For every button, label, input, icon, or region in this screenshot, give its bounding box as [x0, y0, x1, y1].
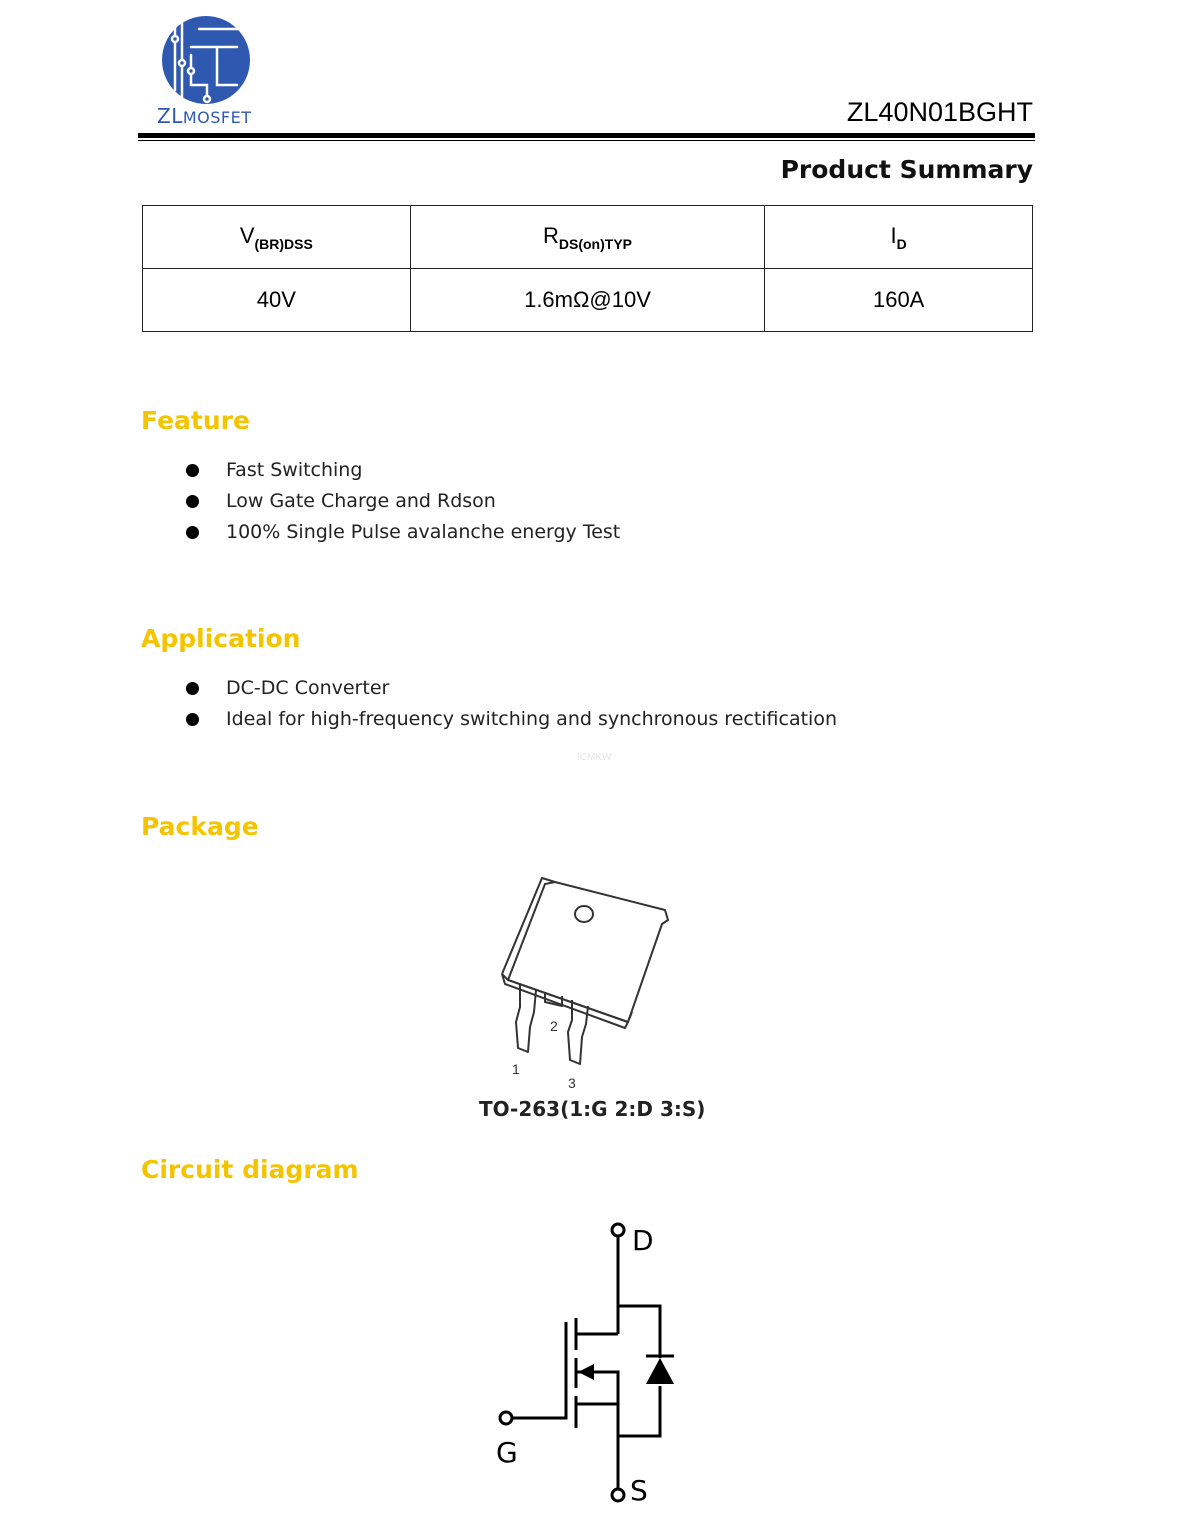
header-rdson — [410, 206, 765, 269]
header-id-main: I — [890, 222, 897, 248]
application-list — [186, 673, 837, 735]
logo-text-sub: MOSFET — [182, 108, 252, 127]
feature-item-text: Fast Switching — [226, 459, 363, 481]
list-item — [186, 486, 620, 517]
summary-value-row — [143, 269, 1033, 332]
summary-header-row — [143, 206, 1033, 269]
header-divider-thick — [138, 133, 1035, 138]
pin-3-label: 3 — [568, 1075, 576, 1091]
bullet-icon — [186, 495, 199, 508]
bullet-icon — [186, 464, 199, 477]
header-rdson-main: R — [543, 222, 559, 248]
list-item — [186, 704, 837, 735]
pin-2-label: 2 — [550, 1018, 558, 1034]
gate-label: G — [496, 1436, 518, 1469]
header-rdson-sub: DS(on)TYP — [558, 235, 632, 252]
to263-package-drawing — [490, 872, 690, 1097]
header-vbrdss — [143, 206, 411, 269]
feature-item-text: Low Gate Charge and Rdson — [226, 490, 496, 512]
list-item — [186, 517, 620, 548]
package-heading: Package — [141, 812, 259, 841]
header-vbrdss-main: V — [239, 222, 255, 248]
header-vbrdss-sub: (BR)DSS — [254, 235, 313, 252]
pin-1-label: 1 — [512, 1061, 520, 1077]
feature-list — [186, 455, 620, 548]
product-summary-table — [142, 205, 1033, 332]
application-item-text: DC-DC Converter — [226, 677, 390, 699]
logo-text-main: ZL — [157, 104, 183, 128]
mosfet-circuit-symbol — [480, 1210, 710, 1510]
header-id-sub: D — [896, 235, 907, 252]
header-id — [765, 206, 1033, 269]
bullet-icon — [186, 713, 199, 726]
list-item — [186, 455, 620, 486]
feature-heading: Feature — [141, 406, 250, 435]
list-item — [186, 673, 837, 704]
source-label: S — [630, 1474, 648, 1507]
logo-wordmark — [157, 104, 251, 128]
circuit-diagram-heading: Circuit diagram — [141, 1155, 359, 1184]
value-vbrdss: 40V — [143, 269, 411, 332]
product-summary-title: Product Summary — [780, 155, 1033, 184]
feature-item-text: 100% Single Pulse avalanche energy Test — [226, 521, 621, 543]
bullet-icon — [186, 526, 199, 539]
bullet-icon — [186, 682, 199, 695]
drain-label: D — [632, 1224, 654, 1257]
application-item-text: Ideal for high-frequency switching and synchronous rectification — [226, 708, 838, 730]
value-id: 160A — [765, 269, 1033, 332]
package-caption: TO-263(1:G 2:D 3:S) — [479, 1097, 706, 1121]
part-number: ZL40N01BGHT — [846, 97, 1033, 127]
watermark: ICMKW — [577, 752, 612, 763]
header-divider-thin — [138, 140, 1035, 141]
application-heading: Application — [141, 624, 301, 653]
value-rdson: 1.6mΩ@10V — [410, 269, 765, 332]
